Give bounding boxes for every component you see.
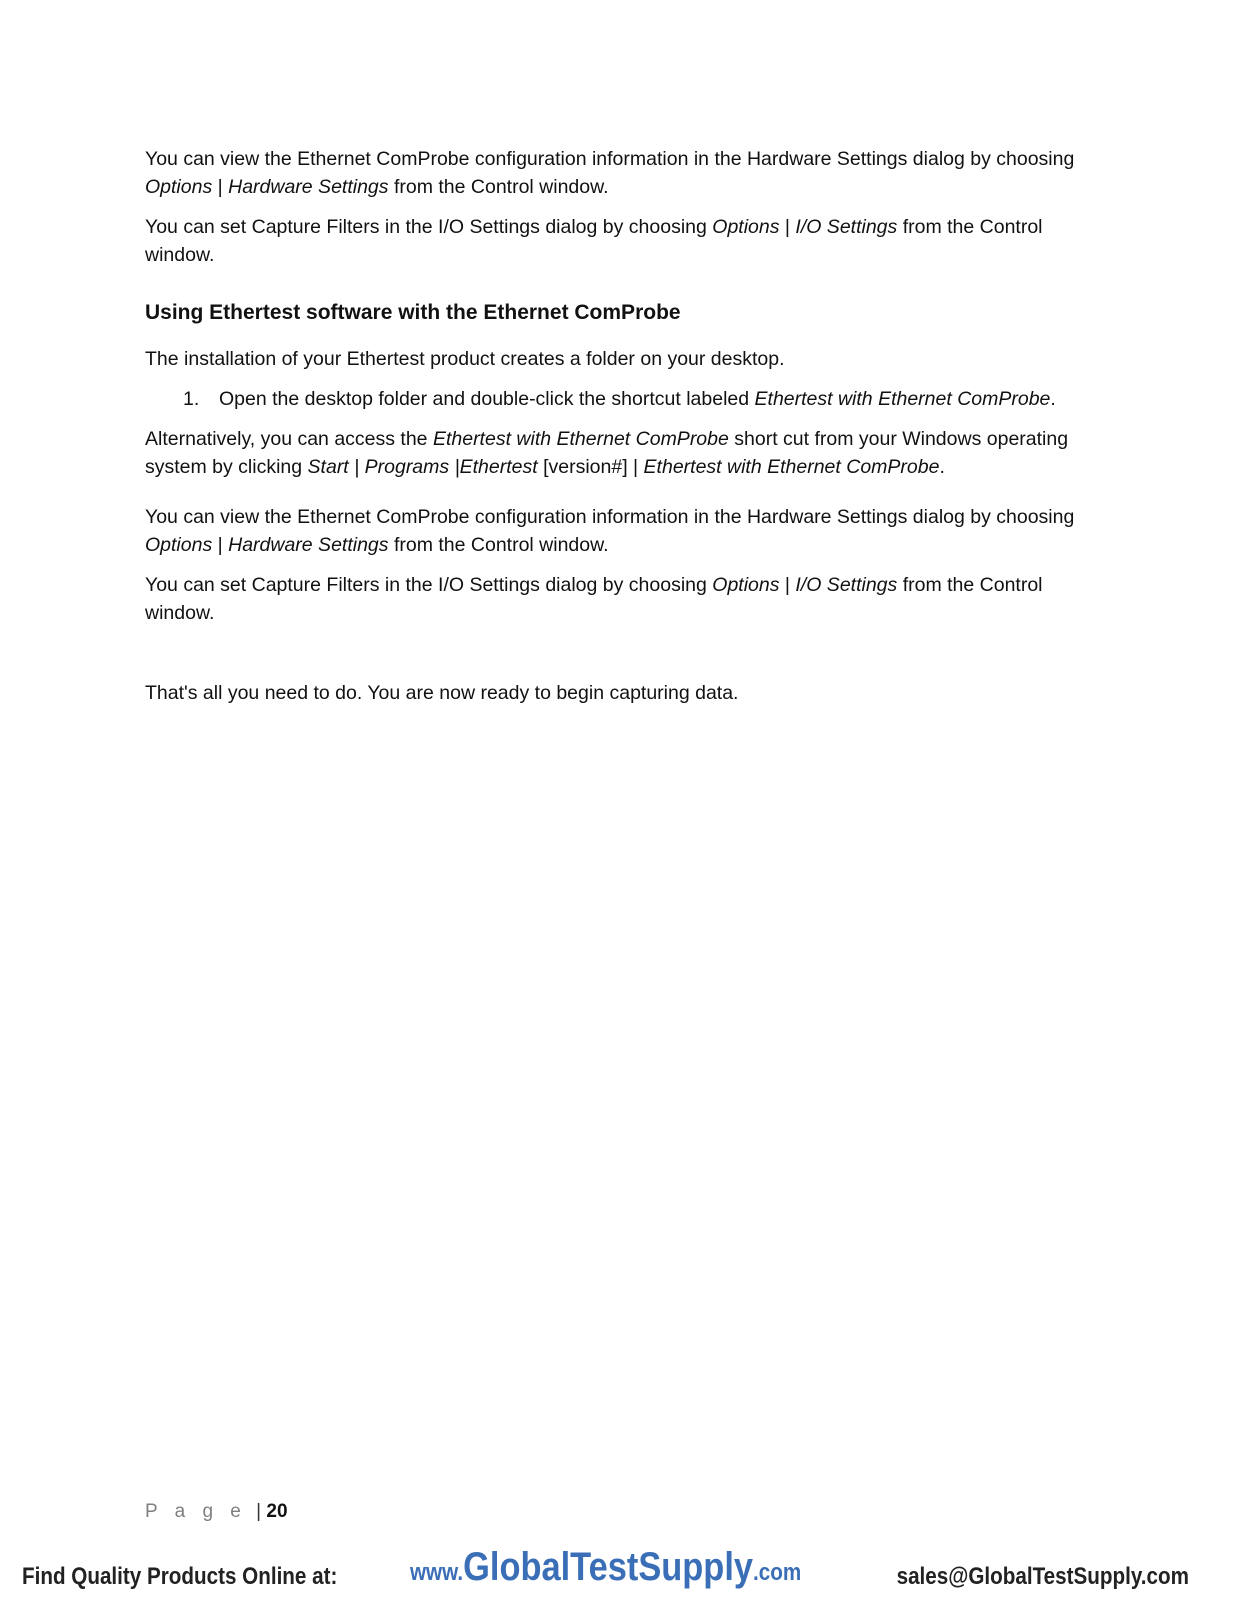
paragraph-capture-filters (145, 213, 1095, 269)
paragraph-ready: That's all you need to do. You are now ready to begin capturing data. (145, 682, 739, 704)
page-separator: | (256, 1501, 262, 1522)
page-number-value: 20 (266, 1501, 288, 1522)
footer-website-link[interactable] (410, 1545, 801, 1590)
text: Open the desktop folder and double-click the shortcut labeled (219, 388, 755, 410)
footer-tagline: Find Quality Products Online at: (22, 1563, 338, 1590)
text: You can set Capture Filters in the I/O Settings dialog by choosing (145, 216, 713, 238)
text: You can view the Ethernet ComProbe configuration information in the Hardware Settings dialog by choosing (145, 506, 1075, 528)
text: You can set Capture Filters in the I/O Settings dialog by choosing (145, 574, 713, 596)
text: | (779, 216, 796, 238)
section-heading: Using Ethertest software with the Ethernet ComProbe (145, 301, 681, 324)
shortcut-name-text: Ethertest with Ethernet ComProbe (754, 388, 1051, 410)
paragraph-capture-filters-2 (145, 571, 1095, 627)
paragraph-hardware-settings (145, 145, 1095, 201)
menu-options-text: Options (712, 574, 780, 596)
step-text (219, 385, 1095, 413)
menu-io-settings-text: I/O Settings (795, 574, 898, 596)
menu-io-settings-text: I/O Settings (795, 216, 898, 238)
text: from the Control window. (388, 534, 609, 556)
text: Alternatively, you can access the (145, 428, 433, 450)
text: . (1050, 388, 1056, 410)
document-body (145, 145, 1095, 719)
text: short cut from your Windows operating system by clicking (145, 428, 1069, 478)
page-number (145, 1500, 288, 1524)
menu-hardware-settings-text: Hardware Settings (228, 534, 389, 556)
shortcut-name-text: Ethertest with Ethernet ComProbe (643, 456, 940, 478)
text: from the Control window. (388, 176, 609, 198)
paragraph-hardware-settings-2 (145, 503, 1095, 559)
start-menu-path-text: Start | Programs |Ethertest (307, 456, 538, 478)
url-suffix: .com (753, 1559, 802, 1586)
text: | (212, 176, 229, 198)
url-prefix: www. (410, 1559, 464, 1586)
text: . (939, 456, 945, 478)
text: [version#] | (537, 456, 644, 478)
url-domain: GlobalTestSupply (463, 1545, 754, 1589)
step-number: 1. (183, 388, 200, 410)
page-label: P a g e (145, 1501, 247, 1522)
numbered-step-1 (183, 385, 1095, 413)
text: | (779, 574, 796, 596)
menu-options-text: Options (145, 534, 213, 556)
text: | (212, 534, 229, 556)
text: from the Control window. (145, 574, 1043, 624)
text: from the Control window. (145, 216, 1043, 266)
footer-email-link[interactable]: sales@GlobalTestSupply.com (896, 1563, 1189, 1590)
menu-options-text: Options (712, 216, 780, 238)
paragraph-installation: The installation of your Ethertest product creates a folder on your desktop. (145, 348, 785, 370)
footer-banner (0, 1545, 1237, 1595)
menu-options-text: Options (145, 176, 213, 198)
menu-hardware-settings-text: Hardware Settings (228, 176, 389, 198)
text: You can view the Ethernet ComProbe configuration information in the Hardware Settings dialog by choosing (145, 148, 1075, 170)
paragraph-alternative-access (145, 425, 1095, 481)
shortcut-name-text: Ethertest with Ethernet ComProbe (432, 428, 729, 450)
